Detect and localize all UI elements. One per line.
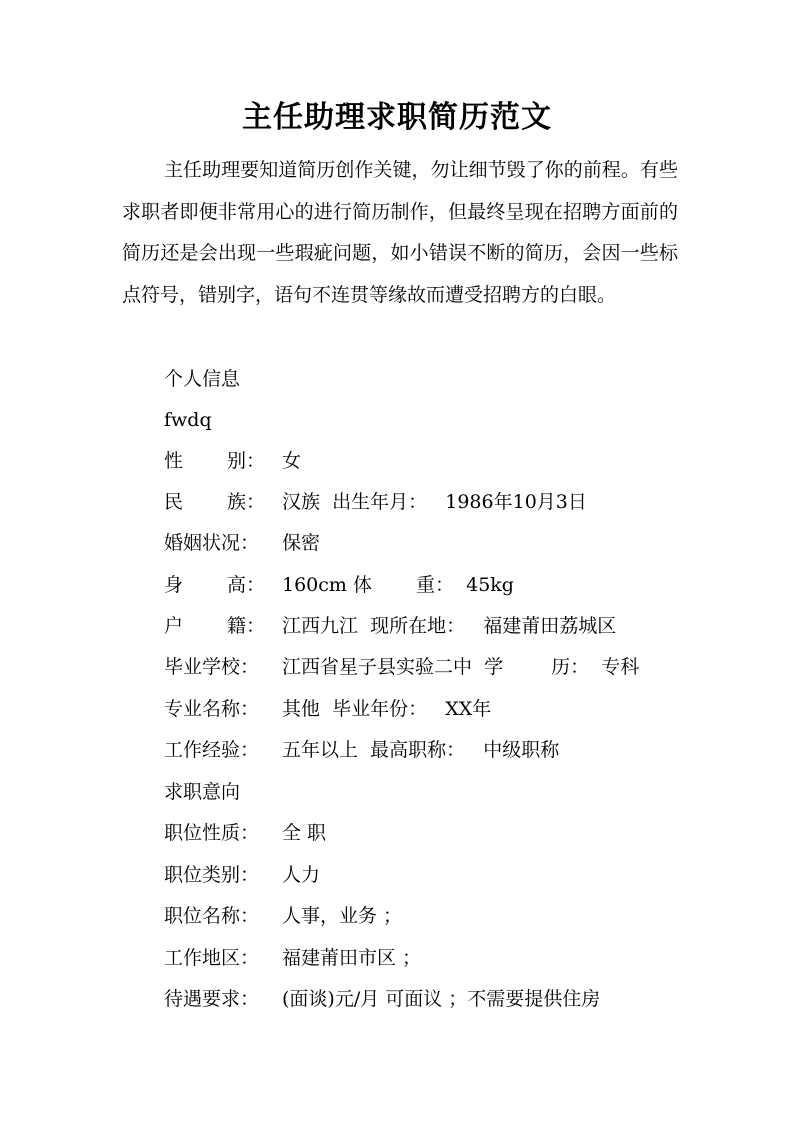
rank-label: 最高职称： xyxy=(370,739,466,761)
gender-label: 性 别： xyxy=(164,450,266,472)
ethnicity-value: 汉族 出生年月： 1986年10月3日 xyxy=(282,491,587,513)
region-label: 工作地区： xyxy=(164,947,260,969)
document-title: 主任助理求职简历范文 xyxy=(242,100,552,135)
position-label: 职位名称： xyxy=(164,905,260,927)
education-label: 学 历： xyxy=(484,656,590,678)
location-label: 现所在地： xyxy=(370,615,466,637)
gender-value: 女 xyxy=(282,450,302,472)
school-value: 江西省星子县实验二中 学 历： 专科 xyxy=(282,656,640,678)
birth-label: 出生年月： xyxy=(332,491,428,513)
intent-heading: 求职意向 xyxy=(164,781,241,803)
location-value: 福建莆田荔城区 xyxy=(483,615,617,637)
hukou-value: 江西九江 现所在地： 福建莆田荔城区 xyxy=(282,615,617,637)
weight-value: 45kg xyxy=(466,574,514,596)
experience-value: 五年以上 最高职称： 中级职称 xyxy=(282,739,560,761)
education-value: 专科 xyxy=(601,656,640,678)
personal-heading: 个人信息 xyxy=(164,368,241,390)
height-label: 身 高： xyxy=(164,574,266,596)
marital-label: 婚姻状况： xyxy=(164,532,260,554)
category-label: 职位类别： xyxy=(164,864,260,886)
weight-label: 体 重： xyxy=(352,574,455,596)
intro-paragraph: 主任助理要知道简历创作关键，勿让细节毁了你的前程。有些求职者即便非常用心的进行简历制作，但最终呈现在招聘方面前的简历还是会出现一些瑕疵问题，如小错误不断的简历，会因一些标点符号，错别字，语句不连贯等缘故而遭受招聘方的白眼。 xyxy=(122,159,678,306)
school-label: 毕业学校： xyxy=(164,656,260,678)
ethnicity-label: 民 族： xyxy=(164,491,266,513)
height-value: 160cm 体 重： 45kg xyxy=(282,574,514,596)
rank-value: 中级职称 xyxy=(483,739,560,761)
salary-value: (面谈)元/月 可面议 ；不需要提供住房 xyxy=(282,988,601,1010)
nature-label: 职位性质： xyxy=(164,822,260,844)
name-value: fwdq xyxy=(164,409,212,431)
major-label: 专业名称： xyxy=(164,698,260,720)
major-value: 其他 毕业年份： XX年 xyxy=(282,698,492,720)
graduation-label: 毕业年份： xyxy=(332,698,428,720)
nature-value: 全 职 xyxy=(282,822,327,844)
section-heading-personal xyxy=(164,364,240,394)
section-heading-intent xyxy=(164,777,240,807)
graduation-value: XX年 xyxy=(445,698,492,720)
marital-value: 保密 xyxy=(282,532,321,554)
experience-label: 工作经验： xyxy=(164,739,260,761)
hukou-label: 户 籍： xyxy=(164,615,266,637)
row-name xyxy=(164,405,212,435)
position-value: 人事，业务 ； xyxy=(282,905,403,927)
birth-value: 1986年10月3日 xyxy=(445,491,587,513)
category-value: 人力 xyxy=(282,864,321,886)
salary-label: 待遇要求： xyxy=(164,988,260,1010)
region-value: 福建莆田市区 ； xyxy=(282,947,422,969)
